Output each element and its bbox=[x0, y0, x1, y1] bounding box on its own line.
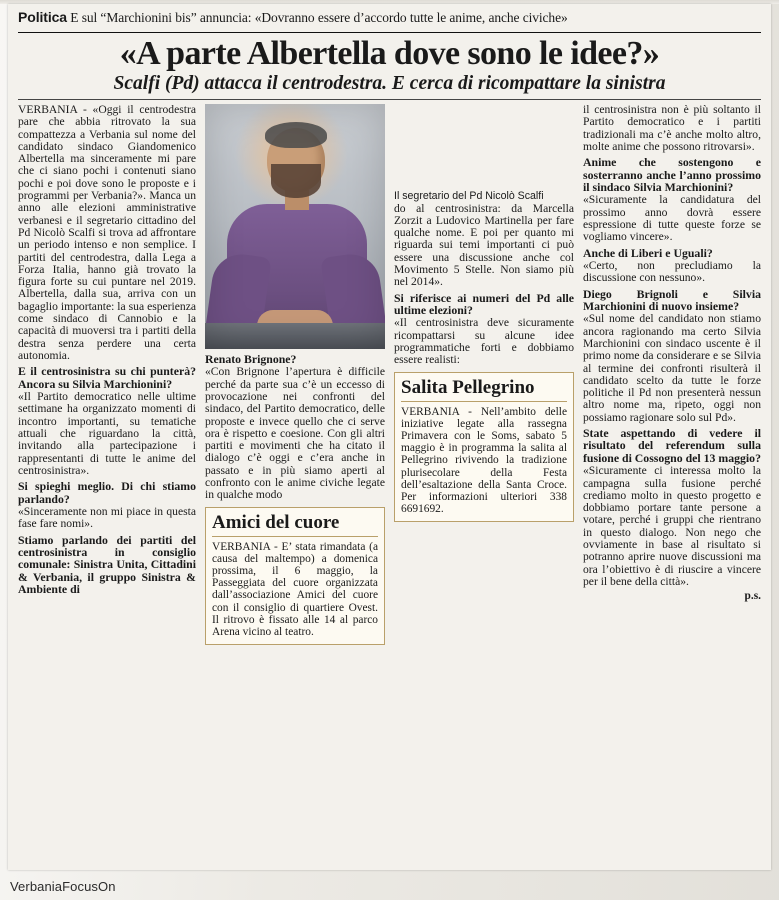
question: Renato Brignone? bbox=[205, 351, 297, 366]
question: State aspettando di vedere il risultato del referendum sulla fusione di Cossogno del 13 maggio? bbox=[583, 426, 761, 465]
article-columns bbox=[18, 104, 761, 645]
kicker-rule bbox=[18, 32, 761, 33]
paragraph: «Sul nome del candidato non stiamo ancora ragionando ma certo Silvia Marchionini con sindaco uscente è il primo nome da considerare e se Silvia al termine dei confronti risulterà il candidato scelto da tutte le forze politiche il Pd non presenterà nessun altro nome ma, ripeto, oggi non possiamo ragionare solo sul Pd». bbox=[583, 312, 761, 424]
paragraph: «Sicuramente ci interessa molto la campagna sulla fusione perché crediamo molto in questo progetto e dobbiamo portare tante persone a votare, perché i gruppi che rientrano in questo dialogo. Non nego che ovviamente in base al risultato si potranno aprire nuove discussioni ma ora l’obiettivo è di riuscire a vincere per il bene della città». bbox=[583, 464, 761, 588]
kicker-line bbox=[18, 10, 761, 30]
article-column-3 bbox=[394, 104, 574, 645]
watermark: VerbaniaFocusOn bbox=[10, 879, 116, 894]
photo-caption: Il segretario del Pd Nicolò Scalfi bbox=[394, 189, 544, 202]
paragraph: il centrosinistra non è più soltanto il Partito democratico e i partiti tradizionali ma c’è anche molto altro, molte anime che possono ritrovarsi». bbox=[583, 102, 761, 153]
article-column-1 bbox=[18, 104, 196, 645]
photo-vignette bbox=[205, 104, 385, 349]
article-column-2 bbox=[205, 104, 385, 645]
section-label: Politica bbox=[18, 9, 67, 25]
sidebar-box-amici bbox=[205, 507, 385, 646]
question: Si spieghi meglio. Di chi stiamo parlando? bbox=[18, 479, 196, 506]
paragraph: «Il Partito democratico nelle ultime settimane ha organizzato momenti di incontro importanti, su tematiche attuali che riguardano la città, invitando alla partecipazione i rappresentanti di tutte le anime del centrosinistra». bbox=[18, 390, 196, 477]
box-text: VERBANIA - E’ stata rimandata (a causa del maltempo) a domenica prossima, il 6 maggio, la Passeggiata del cuore organizzata dall’associazione Amici del cuore con il consiglio di quartiere Ovest. Il ritrovo è fissato alle 14 al parco Arena vicino al teatro. bbox=[212, 540, 378, 639]
headline-rule bbox=[18, 99, 761, 100]
box-rule bbox=[401, 401, 567, 402]
article-photo bbox=[205, 104, 385, 349]
question: Si riferisce ai numeri del Pd alle ultime elezioni? bbox=[394, 290, 574, 318]
paragraph: «Certo, non precludiamo la discussione con nessuno». bbox=[583, 258, 761, 285]
question: Anime che sostengono e sosterranno anche l’anno prossimo il sindaco Silvia Marchionini? bbox=[583, 155, 761, 194]
subheadline: Scalfi (Pd) attacca il centrodestra. E cerca di ricompattare la sinistra bbox=[113, 72, 666, 94]
page-title: «A parte Albertella dove sono le idee?» bbox=[119, 34, 660, 72]
photo-image bbox=[205, 104, 385, 349]
paragraph: «Con Brignone l’apertura è difficile perché da parte sua c’è un eccesso di provocazione nei confronti del sindaco, del Partito democratico, delle proposte e invece quello che ci serve ora è rispetto e coesione. Con gli altri partiti e movimenti che ha citato il dialogo c’è oggi e c’era anche in passato e in più siamo aperti al confronto con le anime civiche legate in qualche modo bbox=[205, 365, 385, 502]
paragraph: do al centrosinistra: da Marcella Zorzit a Ludovico Martinella per fare qualche nome. E poi per quanto mi riguarda sui temi importanti ci può essere una discussione anche col Movimento 5 Stelle. Non siamo più nel 2014». bbox=[394, 201, 574, 289]
box-text: VERBANIA - Nell’ambito delle iniziative legate alla rassegna Primavera con le Soms, sabato 5 maggio è in programma la salita al Pellegrino rivivendo la tradizione plurisecolare della Festa dell’esaltazione della Santa Croce. Per informazioni ulteriori 338 6691692. bbox=[401, 405, 567, 516]
article-column-4 bbox=[583, 104, 761, 645]
box-rule bbox=[212, 536, 378, 537]
box-title: Amici del cuore bbox=[212, 511, 340, 533]
question: E il centrosinistra su chi punterà? Ancora su Silvia Marchionini? bbox=[18, 364, 196, 391]
paragraph: «Sicuramente la candidatura del prossimo anno dovrà essere espressione di tutte queste forze se vogliamo vincere». bbox=[583, 193, 761, 244]
box-title: Salita Pellegrino bbox=[401, 376, 535, 398]
question: Diego Brignoli e Silvia Marchionini di nuovo insieme? bbox=[583, 286, 761, 313]
paragraph: VERBANIA - «Oggi il centrodestra pare che abbia ritrovato la sua compattezza a Verbania sul nome del candidato sindaco Giandomenico Albertella ma sinceramente mi pare che ci siano pochi i contenuti siano pochi e poi dove sono le proposte e i programmi per Verbania?». Manca un anno alle elezioni amministrative verbanesi e il segretario cittadino del Pd Nicolò Scalfi si trova ad affrontare un periodo intenso e non semplice. I partiti del centrodestra, dalla Lega a Forza Italia, hanno già trovato la figura forte su cui puntare nel 2019. Albertella, dalla sua, arriva con un bagaglio importante: la sua esperienza come sindaco di Cannobio e la capacità di muoversi tra i partiti della destra senza perdere una certa autonomia. bbox=[18, 102, 196, 362]
kicker-text: E sul “Marchionini bis” annuncia: «Dovranno essere d’accordo tutte le anime, anche civiche» bbox=[70, 10, 568, 25]
paragraph: «Il centrosinistra deve sicuramente ricompattarsi su alcune idee programmatiche forti e dobbiamo essere realisti: bbox=[394, 316, 574, 367]
paragraph: «Sinceramente non mi piace in questa fase fare nomi». bbox=[18, 504, 196, 531]
sidebar-box-salita bbox=[394, 372, 574, 523]
question: Anche di Liberi e Uguali? bbox=[583, 245, 713, 260]
newspaper-sheet bbox=[8, 4, 771, 870]
question: Stiamo parlando dei partiti del centrosinistra in consiglio comunale: Sinistra Unita, Cittadini & Verbania, il gruppo Sinistra & Ambiente di bbox=[18, 532, 196, 597]
article-signature: p.s. bbox=[744, 590, 761, 603]
